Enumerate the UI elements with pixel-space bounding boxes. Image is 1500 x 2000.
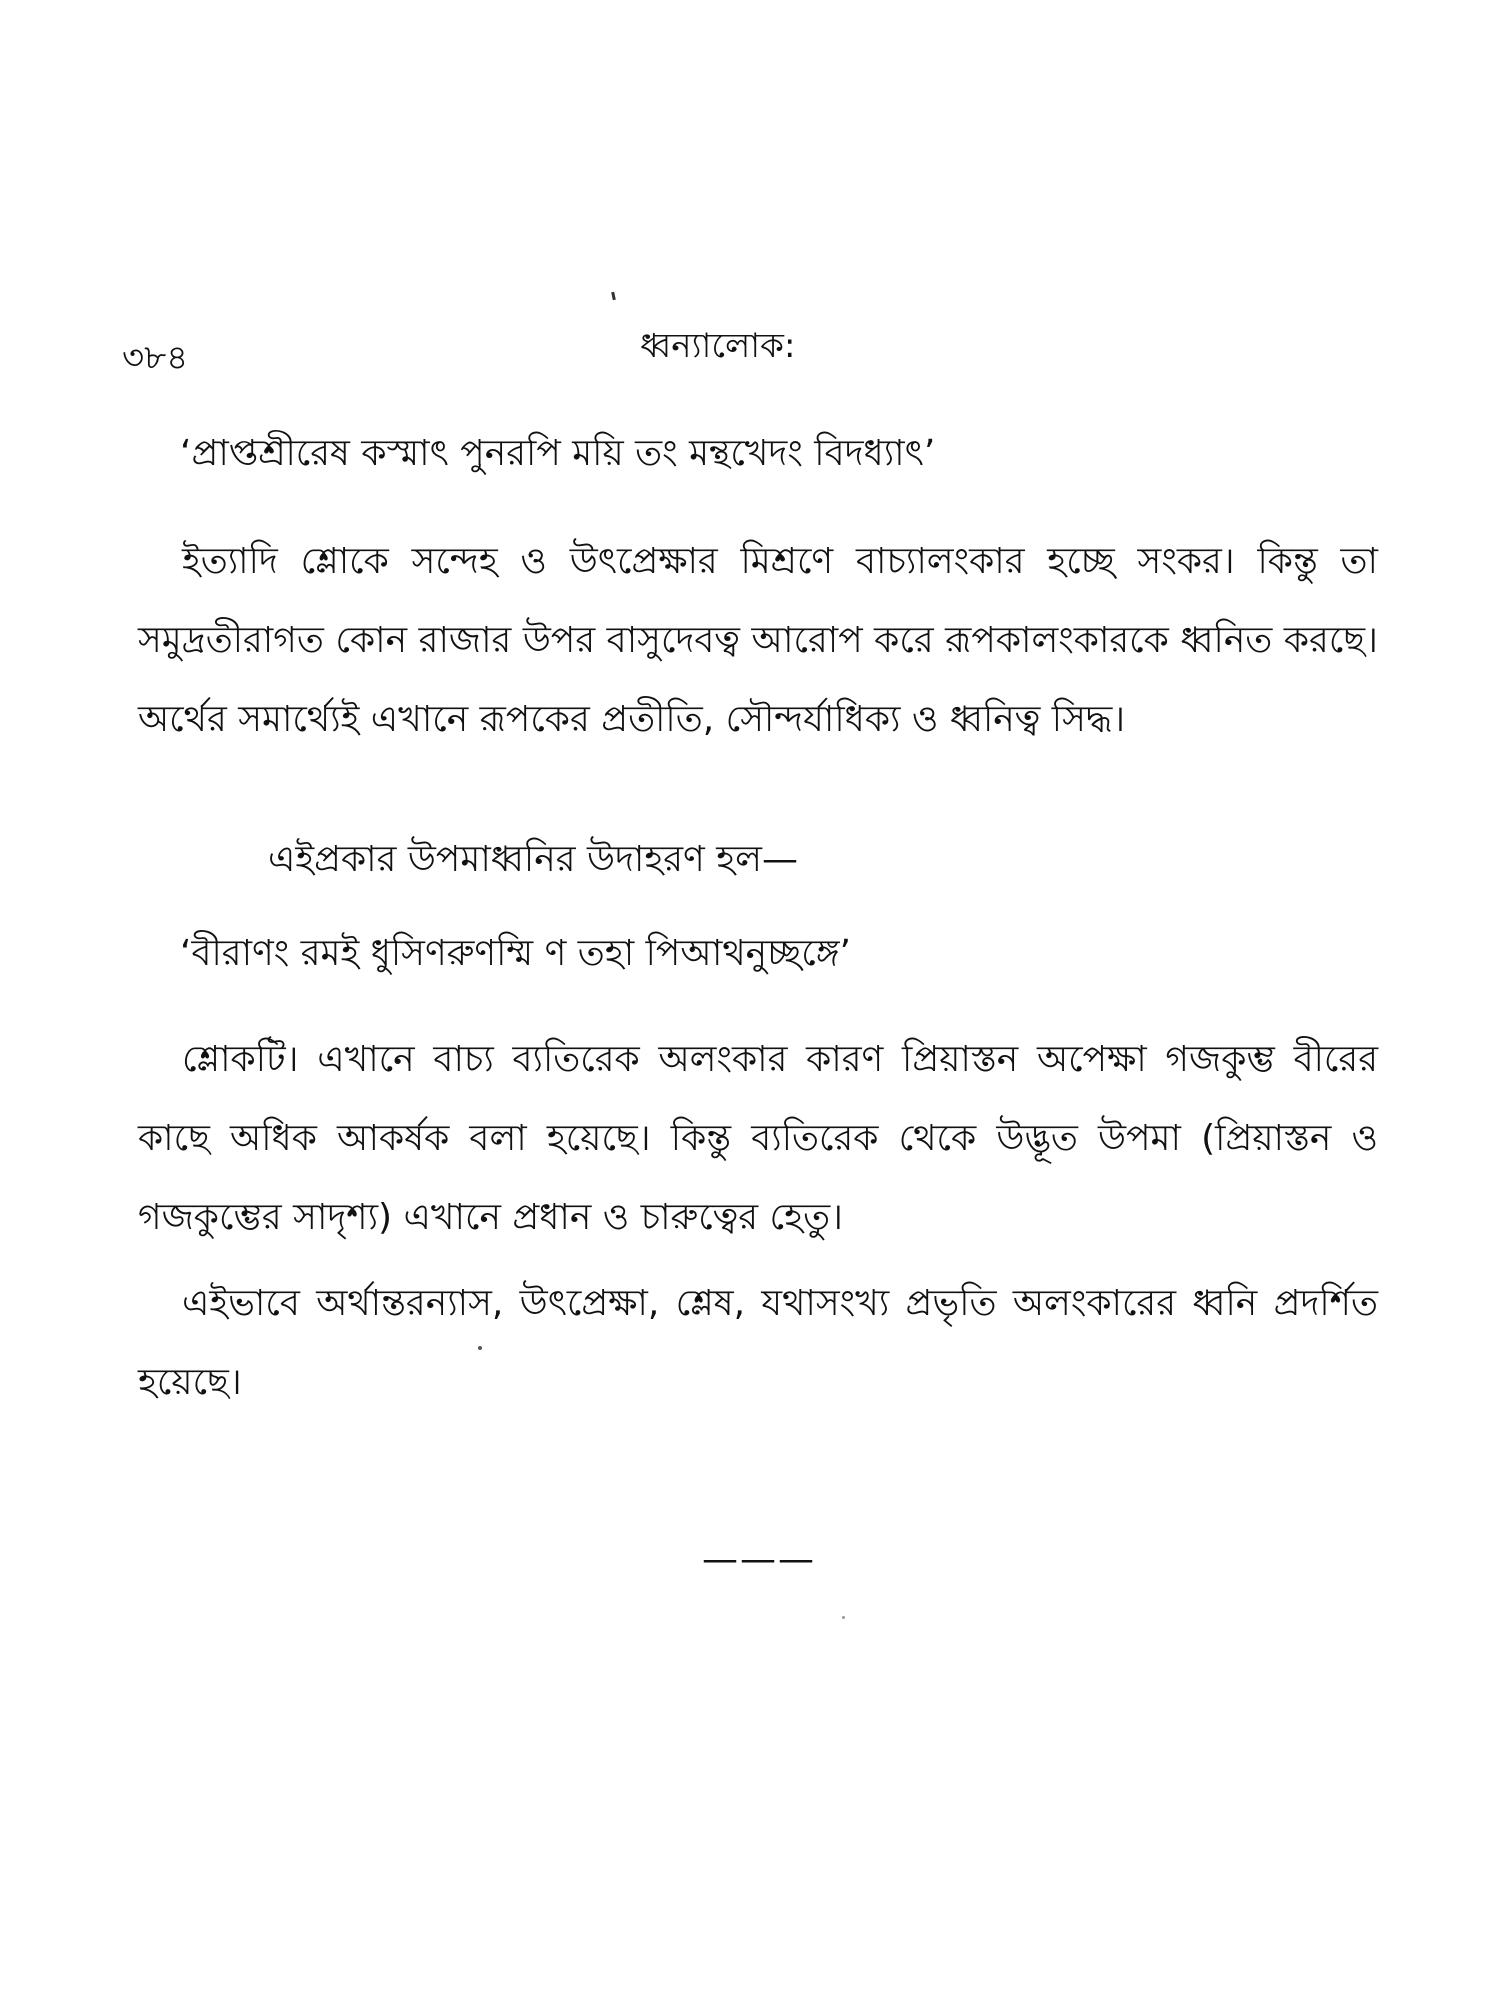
upama-dhvani-intro: এইপ্রকার উপমাধ্বনির উদাহরণ হল— <box>268 839 798 880</box>
section-end-dashes: ——— <box>702 1539 816 1580</box>
running-title: ধ্বন্যালোক: <box>640 326 796 366</box>
verse-quote-2: ‘বীরাণং রমই ধুসিণরুণম্মি ণ তহা পিআথনুচ্ছঙ্গে’ <box>180 933 851 974</box>
page-number: ৩৮৪ <box>122 338 189 378</box>
paragraph-vyatireka: শ্লোকটি। এখানে বাচ্য ব্যতিরেক অলংকার কারণ প্রিয়াস্তন অপেক্ষা গজকুম্ভ বীরের কাছে অধিক আকর্ষক বলা হয়েছে। কিন্তু ব্যতিরেক থেকে উদ্ভূত উপমা (প্রিয়াস্তন ও গজকুম্ভের সাদৃশ্য) এখানে প্রধান ও চারুত্বের হেতু। <box>138 1039 1378 1238</box>
verse-quote-1: ‘প্রাপ্তশ্রীরেষ কস্মাৎ পুনরপি ময়ি তং মন্থখেদং বিদধ্যাৎ’ <box>180 433 936 474</box>
print-speck <box>611 292 616 300</box>
print-speck <box>842 1616 845 1619</box>
print-speck <box>478 1346 482 1350</box>
paragraph-sandeha-utpreksha: ইত্যাদি শ্লোকে সন্দেহ ও উৎপ্রেক্ষার মিশ্রণে বাচ্যালংকার হচ্ছে সংকর। কিন্তু তা সমুদ্রতীরাগত কোন রাজার উপর বাসুদেবত্ব আরোপ করে রূপকালংকারকে ধ্বনিত করছে। অর্থের সমার্থ্যেই এখানে রূপকের প্রতীতি, সৌন্দর্যাধিক্য ও ধ্বনিত্ব সিদ্ধ। <box>138 541 1378 740</box>
paragraph-conclusion: এইভাবে অর্থান্তরন্যাস, উৎপ্রেক্ষা, শ্লেষ, যথাসংখ্য প্রভৃতি অলংকারের ধ্বনি প্রদর্শিত হয়েছে। <box>138 1283 1378 1403</box>
